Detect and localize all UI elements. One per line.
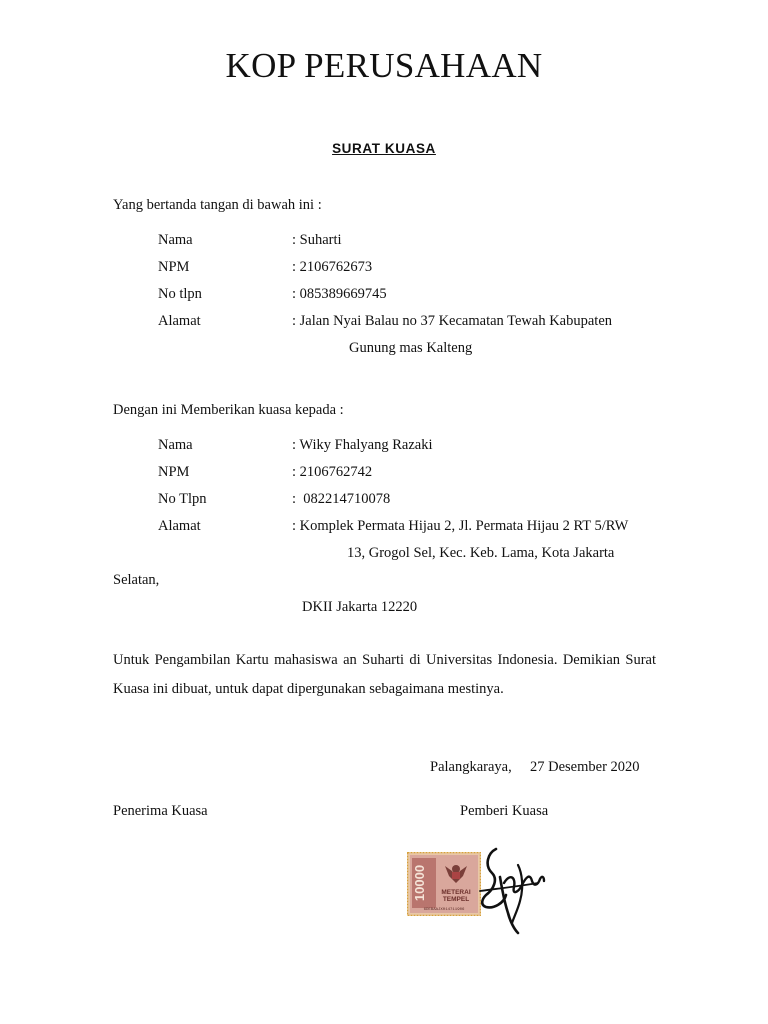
grantor-intro: Yang bertanda tangan di bawah ini : (113, 197, 322, 213)
grantee-address-continued: 13, Grogol Sel, Kec. Keb. Lama, Kota Jakarta (347, 545, 615, 561)
closing-date: 27 Desember 2020 (530, 759, 640, 775)
letter-title: SURAT KUASA (332, 141, 436, 156)
grantor-phone-value: : 085389669745 (292, 286, 387, 302)
grantee-phone-label: No Tlpn (158, 491, 207, 507)
grantor-address-continued: Gunung mas Kalteng (349, 340, 473, 356)
grantee-intro: Dengan ini Memberikan kuasa kepada : (113, 402, 344, 418)
signature-graphic (474, 843, 546, 935)
duty-stamp (407, 852, 481, 916)
grantor-address-label: Alamat (158, 313, 201, 329)
grantor-phone-label: No tlpn (158, 286, 202, 302)
company-letterhead: KOP PERUSAHAAN (225, 46, 543, 85)
grantee-address-city: DKII Jakarta 12220 (302, 599, 418, 615)
grantor-name-label: Nama (158, 232, 193, 248)
grantee-address-label: Alamat (158, 518, 201, 534)
purpose-paragraph: Untuk Pengambilan Kartu mahasiswa an Suharti di Universitas Indonesia. Demikian Surat Kuasa ini dibuat, untuk dapat dipergunakan sebagaimana mestinya. (113, 652, 656, 697)
stamp-amount: 10000 (412, 864, 427, 902)
receiver-label: Penerima Kuasa (113, 803, 208, 819)
giver-label: Pemberi Kuasa (460, 803, 549, 819)
grantee-name-label: Nama (158, 437, 193, 453)
grantee-phone-value: : 082214710078 (292, 491, 391, 507)
signature (474, 843, 546, 935)
closing-place: Palangkaraya, (430, 759, 512, 775)
grantee-name-value: : Wiky Fhalyang Razaki (292, 437, 433, 453)
stamp-label-line1: METERAI (441, 889, 471, 896)
duty-stamp-graphic (407, 852, 481, 916)
grantor-npm-label: NPM (158, 259, 190, 275)
grantor-address-value: : Jalan Nyai Balau no 37 Kecamatan Tewah Kabupaten (292, 313, 613, 329)
grantee-address-wrap: Selatan, (113, 572, 160, 588)
stamp-label-line2: TEMPEL (442, 896, 470, 903)
grantee-npm-value: : 2106762742 (292, 464, 373, 480)
grantor-npm-value: : 2106762673 (292, 259, 373, 275)
grantee-npm-label: NPM (158, 464, 190, 480)
grantee-address-value: : Komplek Permata Hijau 2, Jl. Permata Hijau 2 RT 5/RW (292, 518, 629, 534)
grantor-name-value: : Suharti (292, 232, 342, 248)
stamp-serial: 6DEBAAJX014711906 (423, 908, 465, 912)
